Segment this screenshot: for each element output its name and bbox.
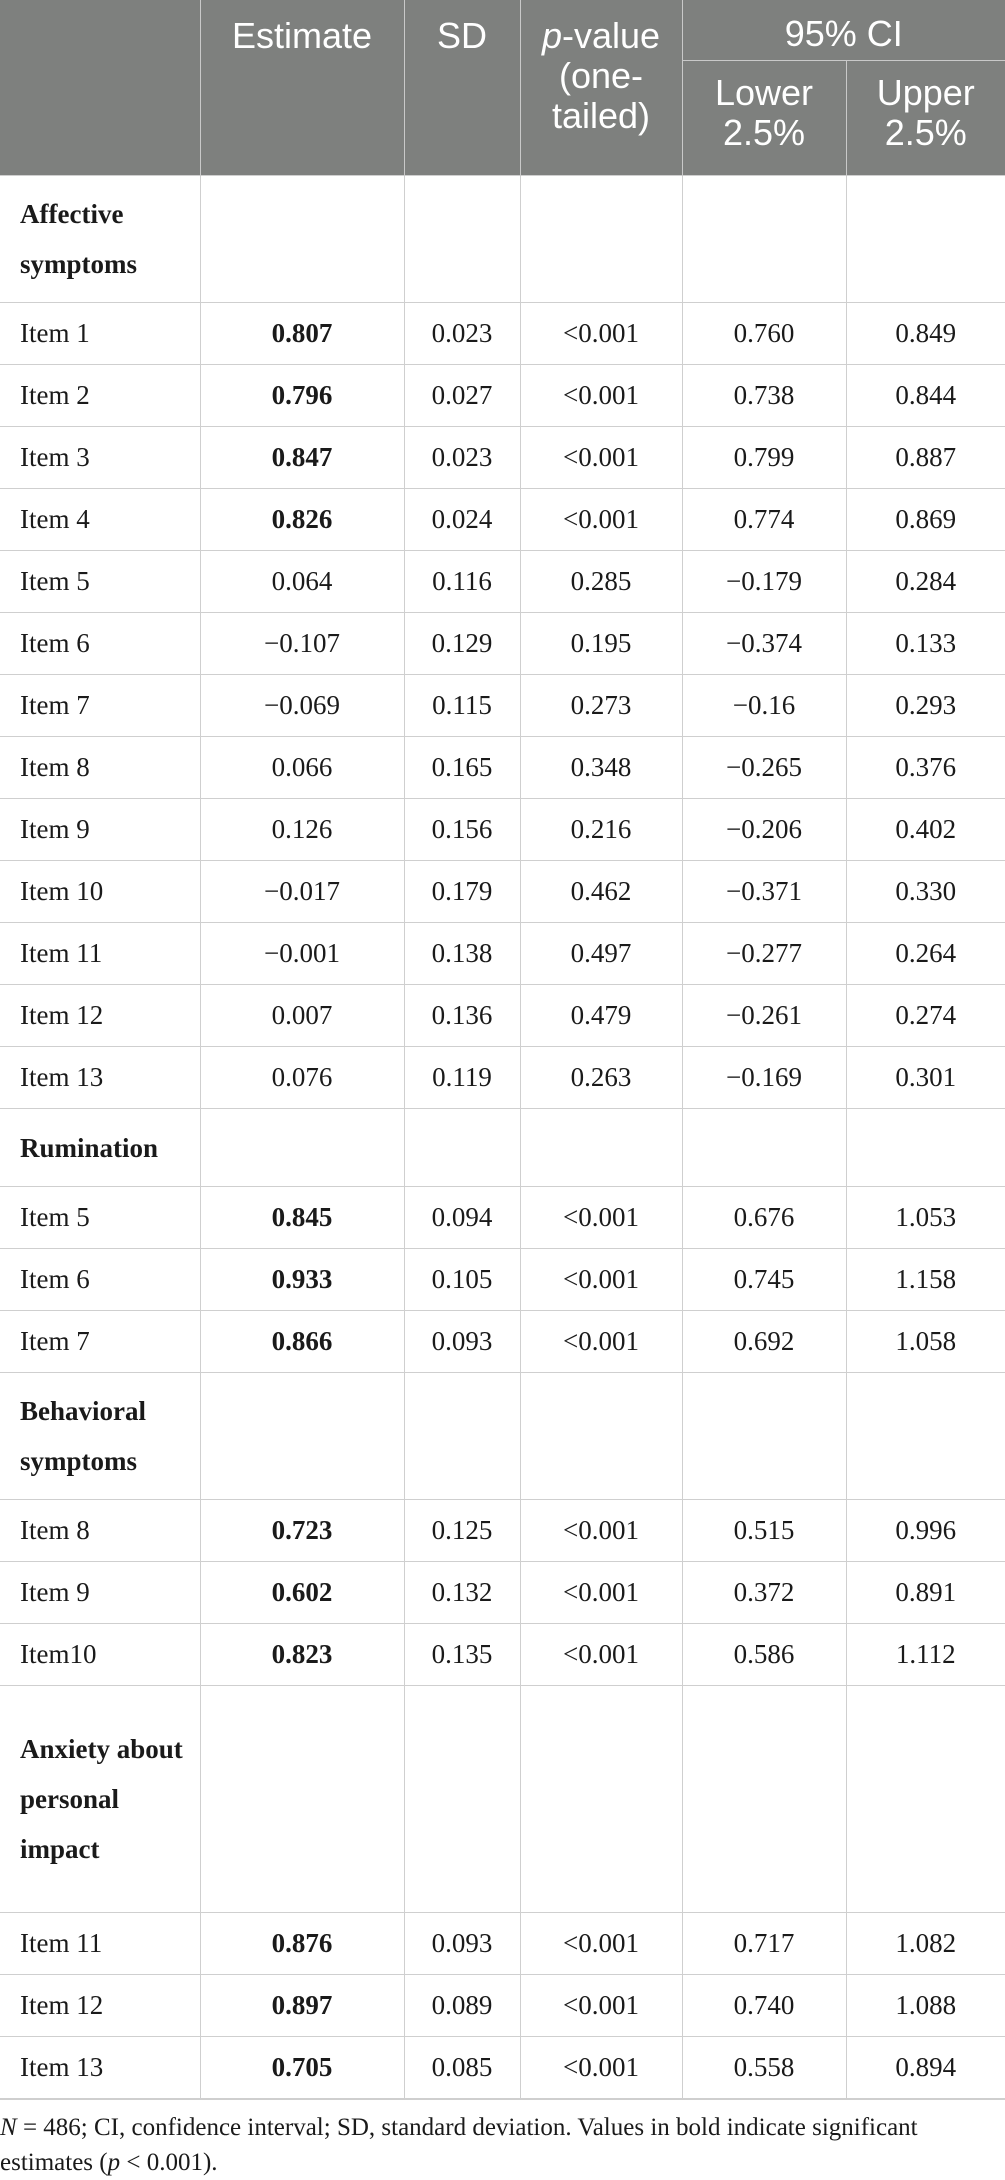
ci-lower-cell: −0.261 <box>682 985 846 1047</box>
footnote-p: p <box>107 2149 121 2176</box>
table-row <box>0 365 1005 427</box>
ci-lower-cell: 0.372 <box>682 1562 846 1624</box>
empty-cell <box>200 1109 404 1187</box>
table-row <box>0 675 1005 737</box>
p-value-cell: 0.216 <box>520 799 682 861</box>
empty-cell <box>846 1686 1005 1913</box>
sd-cell: 0.135 <box>404 1624 520 1686</box>
item-label: Item 3 <box>0 427 200 489</box>
ci-lower-cell: 0.799 <box>682 427 846 489</box>
estimate-cell: −0.001 <box>200 923 404 985</box>
estimate-cell: 0.064 <box>200 551 404 613</box>
p-value-cell: 0.195 <box>520 613 682 675</box>
ci-upper-cell: 1.088 <box>846 1975 1005 2037</box>
ci-lower-cell: 0.774 <box>682 489 846 551</box>
ci-upper-cell: 0.849 <box>846 303 1005 365</box>
table-row <box>0 427 1005 489</box>
section-title: Behavioral symptoms <box>0 1373 200 1500</box>
p-value-cell: <0.001 <box>520 489 682 551</box>
table-row <box>0 1913 1005 1975</box>
item-label: Item 13 <box>0 2037 200 2100</box>
table-row <box>0 1975 1005 2037</box>
p-value-cell: 0.462 <box>520 861 682 923</box>
item-label: Item 1 <box>0 303 200 365</box>
estimate-cell: 0.796 <box>200 365 404 427</box>
section-row <box>0 176 1005 303</box>
sd-cell: 0.085 <box>404 2037 520 2100</box>
header-estimate: Estimate <box>200 0 404 176</box>
item-label: Item 2 <box>0 365 200 427</box>
section-title: Anxiety about personal impact <box>0 1686 200 1913</box>
sd-cell: 0.165 <box>404 737 520 799</box>
header-lower: Lower 2.5% <box>682 61 846 176</box>
p-value-cell: <0.001 <box>520 1187 682 1249</box>
p-value-cell: 0.479 <box>520 985 682 1047</box>
sd-cell: 0.156 <box>404 799 520 861</box>
p-value-cell: 0.263 <box>520 1047 682 1109</box>
section-row <box>0 1373 1005 1500</box>
item-label: Item 7 <box>0 675 200 737</box>
empty-cell <box>200 1373 404 1500</box>
table-footnote <box>0 2100 994 2180</box>
table-row <box>0 551 1005 613</box>
table-header <box>0 0 1005 176</box>
item-label: Item 8 <box>0 737 200 799</box>
header-p-italic: p <box>541 15 562 56</box>
item-label: Item 12 <box>0 1975 200 2037</box>
empty-cell <box>682 1373 846 1500</box>
table-row <box>0 613 1005 675</box>
estimate-cell: 0.076 <box>200 1047 404 1109</box>
footnote-text-2: < 0.001). <box>120 2149 218 2176</box>
estimate-cell: 0.866 <box>200 1311 404 1373</box>
sd-cell: 0.125 <box>404 1500 520 1562</box>
sd-cell: 0.116 <box>404 551 520 613</box>
header-p-rest: -value (one-tailed) <box>551 15 661 136</box>
sd-cell: 0.136 <box>404 985 520 1047</box>
sd-cell: 0.089 <box>404 1975 520 2037</box>
p-value-cell: <0.001 <box>520 1562 682 1624</box>
ci-lower-cell: 0.515 <box>682 1500 846 1562</box>
empty-cell <box>404 1686 520 1913</box>
estimate-cell: 0.007 <box>200 985 404 1047</box>
ci-lower-cell: 0.586 <box>682 1624 846 1686</box>
ci-upper-cell: 0.996 <box>846 1500 1005 1562</box>
estimate-cell: −0.069 <box>200 675 404 737</box>
item-label: Item 11 <box>0 923 200 985</box>
estimate-cell: 0.845 <box>200 1187 404 1249</box>
header-item-column <box>0 0 200 176</box>
table-row <box>0 303 1005 365</box>
table-body <box>0 176 1005 2100</box>
estimate-cell: 0.847 <box>200 427 404 489</box>
p-value-cell: 0.285 <box>520 551 682 613</box>
p-value-cell: <0.001 <box>520 1311 682 1373</box>
empty-cell <box>682 1686 846 1913</box>
estimate-cell: 0.897 <box>200 1975 404 2037</box>
empty-cell <box>846 1373 1005 1500</box>
sd-cell: 0.094 <box>404 1187 520 1249</box>
estimate-cell: 0.807 <box>200 303 404 365</box>
header-sd: SD <box>404 0 520 176</box>
table-row <box>0 1562 1005 1624</box>
ci-lower-cell: −0.206 <box>682 799 846 861</box>
item-label: Item 8 <box>0 1500 200 1562</box>
item-label: Item 6 <box>0 613 200 675</box>
empty-cell <box>200 176 404 303</box>
estimate-cell: 0.602 <box>200 1562 404 1624</box>
ci-lower-cell: 0.558 <box>682 2037 846 2100</box>
sd-cell: 0.115 <box>404 675 520 737</box>
ci-upper-cell: 0.133 <box>846 613 1005 675</box>
ci-upper-cell: 1.058 <box>846 1311 1005 1373</box>
p-value-cell: <0.001 <box>520 365 682 427</box>
table-row <box>0 2037 1005 2100</box>
ci-upper-cell: 0.894 <box>846 2037 1005 2100</box>
table-row <box>0 1047 1005 1109</box>
header-p-value <box>520 0 682 176</box>
ci-upper-cell: 0.887 <box>846 427 1005 489</box>
table-row <box>0 1311 1005 1373</box>
ci-lower-cell: 0.717 <box>682 1913 846 1975</box>
empty-cell <box>846 1109 1005 1187</box>
estimate-cell: −0.107 <box>200 613 404 675</box>
footnote-n: N <box>0 2114 17 2141</box>
estimate-cell: 0.823 <box>200 1624 404 1686</box>
table-row <box>0 1500 1005 1562</box>
ci-lower-cell: 0.745 <box>682 1249 846 1311</box>
ci-lower-cell: −0.277 <box>682 923 846 985</box>
table-row <box>0 1187 1005 1249</box>
p-value-cell: <0.001 <box>520 427 682 489</box>
sd-cell: 0.023 <box>404 427 520 489</box>
ci-lower-cell: −0.374 <box>682 613 846 675</box>
ci-lower-cell: 0.738 <box>682 365 846 427</box>
p-value-cell: <0.001 <box>520 2037 682 2100</box>
empty-cell <box>520 1373 682 1500</box>
item-label: Item 5 <box>0 1187 200 1249</box>
item-label: Item 4 <box>0 489 200 551</box>
p-value-cell: <0.001 <box>520 303 682 365</box>
table-row <box>0 489 1005 551</box>
ci-lower-cell: 0.692 <box>682 1311 846 1373</box>
p-value-cell: <0.001 <box>520 1249 682 1311</box>
ci-upper-cell: 0.293 <box>846 675 1005 737</box>
table-row <box>0 1624 1005 1686</box>
header-upper: Upper 2.5% <box>846 61 1005 176</box>
ci-lower-cell: −0.169 <box>682 1047 846 1109</box>
sd-cell: 0.024 <box>404 489 520 551</box>
estimate-cell: 0.876 <box>200 1913 404 1975</box>
p-value-cell: <0.001 <box>520 1500 682 1562</box>
item-label: Item 7 <box>0 1311 200 1373</box>
empty-cell <box>200 1686 404 1913</box>
ci-upper-cell: 0.844 <box>846 365 1005 427</box>
item-label: Item 5 <box>0 551 200 613</box>
empty-cell <box>682 176 846 303</box>
section-title: Affective symptoms <box>0 176 200 303</box>
sd-cell: 0.138 <box>404 923 520 985</box>
p-value-cell: <0.001 <box>520 1913 682 1975</box>
ci-upper-cell: 1.053 <box>846 1187 1005 1249</box>
ci-lower-cell: −0.16 <box>682 675 846 737</box>
ci-lower-cell: 0.740 <box>682 1975 846 2037</box>
item-label: Item 11 <box>0 1913 200 1975</box>
sd-cell: 0.129 <box>404 613 520 675</box>
item-label: Item 13 <box>0 1047 200 1109</box>
sd-cell: 0.105 <box>404 1249 520 1311</box>
ci-lower-cell: −0.179 <box>682 551 846 613</box>
p-value-cell: 0.273 <box>520 675 682 737</box>
sd-cell: 0.093 <box>404 1913 520 1975</box>
item-label: Item 12 <box>0 985 200 1047</box>
ci-upper-cell: 1.112 <box>846 1624 1005 1686</box>
ci-lower-cell: −0.371 <box>682 861 846 923</box>
empty-cell <box>682 1109 846 1187</box>
footnote-text-1: = 486; CI, confidence interval; SD, standard deviation. Values in bold indicate significant estimates ( <box>0 2114 918 2176</box>
empty-cell <box>520 1686 682 1913</box>
sd-cell: 0.179 <box>404 861 520 923</box>
sd-cell: 0.027 <box>404 365 520 427</box>
sd-cell: 0.093 <box>404 1311 520 1373</box>
estimate-cell: 0.826 <box>200 489 404 551</box>
ci-upper-cell: 0.402 <box>846 799 1005 861</box>
ci-lower-cell: 0.676 <box>682 1187 846 1249</box>
table-row <box>0 861 1005 923</box>
ci-upper-cell: 0.869 <box>846 489 1005 551</box>
estimate-cell: −0.017 <box>200 861 404 923</box>
ci-upper-cell: 1.158 <box>846 1249 1005 1311</box>
table-row <box>0 923 1005 985</box>
p-value-cell: <0.001 <box>520 1975 682 2037</box>
empty-cell <box>404 1373 520 1500</box>
ci-upper-cell: 0.301 <box>846 1047 1005 1109</box>
ci-upper-cell: 0.891 <box>846 1562 1005 1624</box>
estimate-cell: 0.705 <box>200 2037 404 2100</box>
estimate-cell: 0.933 <box>200 1249 404 1311</box>
sd-cell: 0.119 <box>404 1047 520 1109</box>
ci-upper-cell: 0.330 <box>846 861 1005 923</box>
ci-lower-cell: 0.760 <box>682 303 846 365</box>
ci-lower-cell: −0.265 <box>682 737 846 799</box>
ci-upper-cell: 0.284 <box>846 551 1005 613</box>
header-95-ci: 95% CI <box>682 0 1005 61</box>
empty-cell <box>404 1109 520 1187</box>
item-label: Item 9 <box>0 799 200 861</box>
sd-cell: 0.023 <box>404 303 520 365</box>
estimate-cell: 0.126 <box>200 799 404 861</box>
estimate-cell: 0.723 <box>200 1500 404 1562</box>
p-value-cell: 0.497 <box>520 923 682 985</box>
section-title: Rumination <box>0 1109 200 1187</box>
item-label: Item10 <box>0 1624 200 1686</box>
empty-cell <box>520 176 682 303</box>
ci-upper-cell: 0.264 <box>846 923 1005 985</box>
table-row <box>0 737 1005 799</box>
table-row <box>0 1249 1005 1311</box>
table-row <box>0 985 1005 1047</box>
empty-cell <box>404 176 520 303</box>
section-row <box>0 1686 1005 1913</box>
ci-upper-cell: 1.082 <box>846 1913 1005 1975</box>
sd-cell: 0.132 <box>404 1562 520 1624</box>
estimate-cell: 0.066 <box>200 737 404 799</box>
item-label: Item 9 <box>0 1562 200 1624</box>
ci-upper-cell: 0.376 <box>846 737 1005 799</box>
table-row <box>0 799 1005 861</box>
ci-upper-cell: 0.274 <box>846 985 1005 1047</box>
empty-cell <box>520 1109 682 1187</box>
empty-cell <box>846 176 1005 303</box>
item-label: Item 6 <box>0 1249 200 1311</box>
section-row <box>0 1109 1005 1187</box>
p-value-cell: 0.348 <box>520 737 682 799</box>
p-value-cell: <0.001 <box>520 1624 682 1686</box>
item-label: Item 10 <box>0 861 200 923</box>
